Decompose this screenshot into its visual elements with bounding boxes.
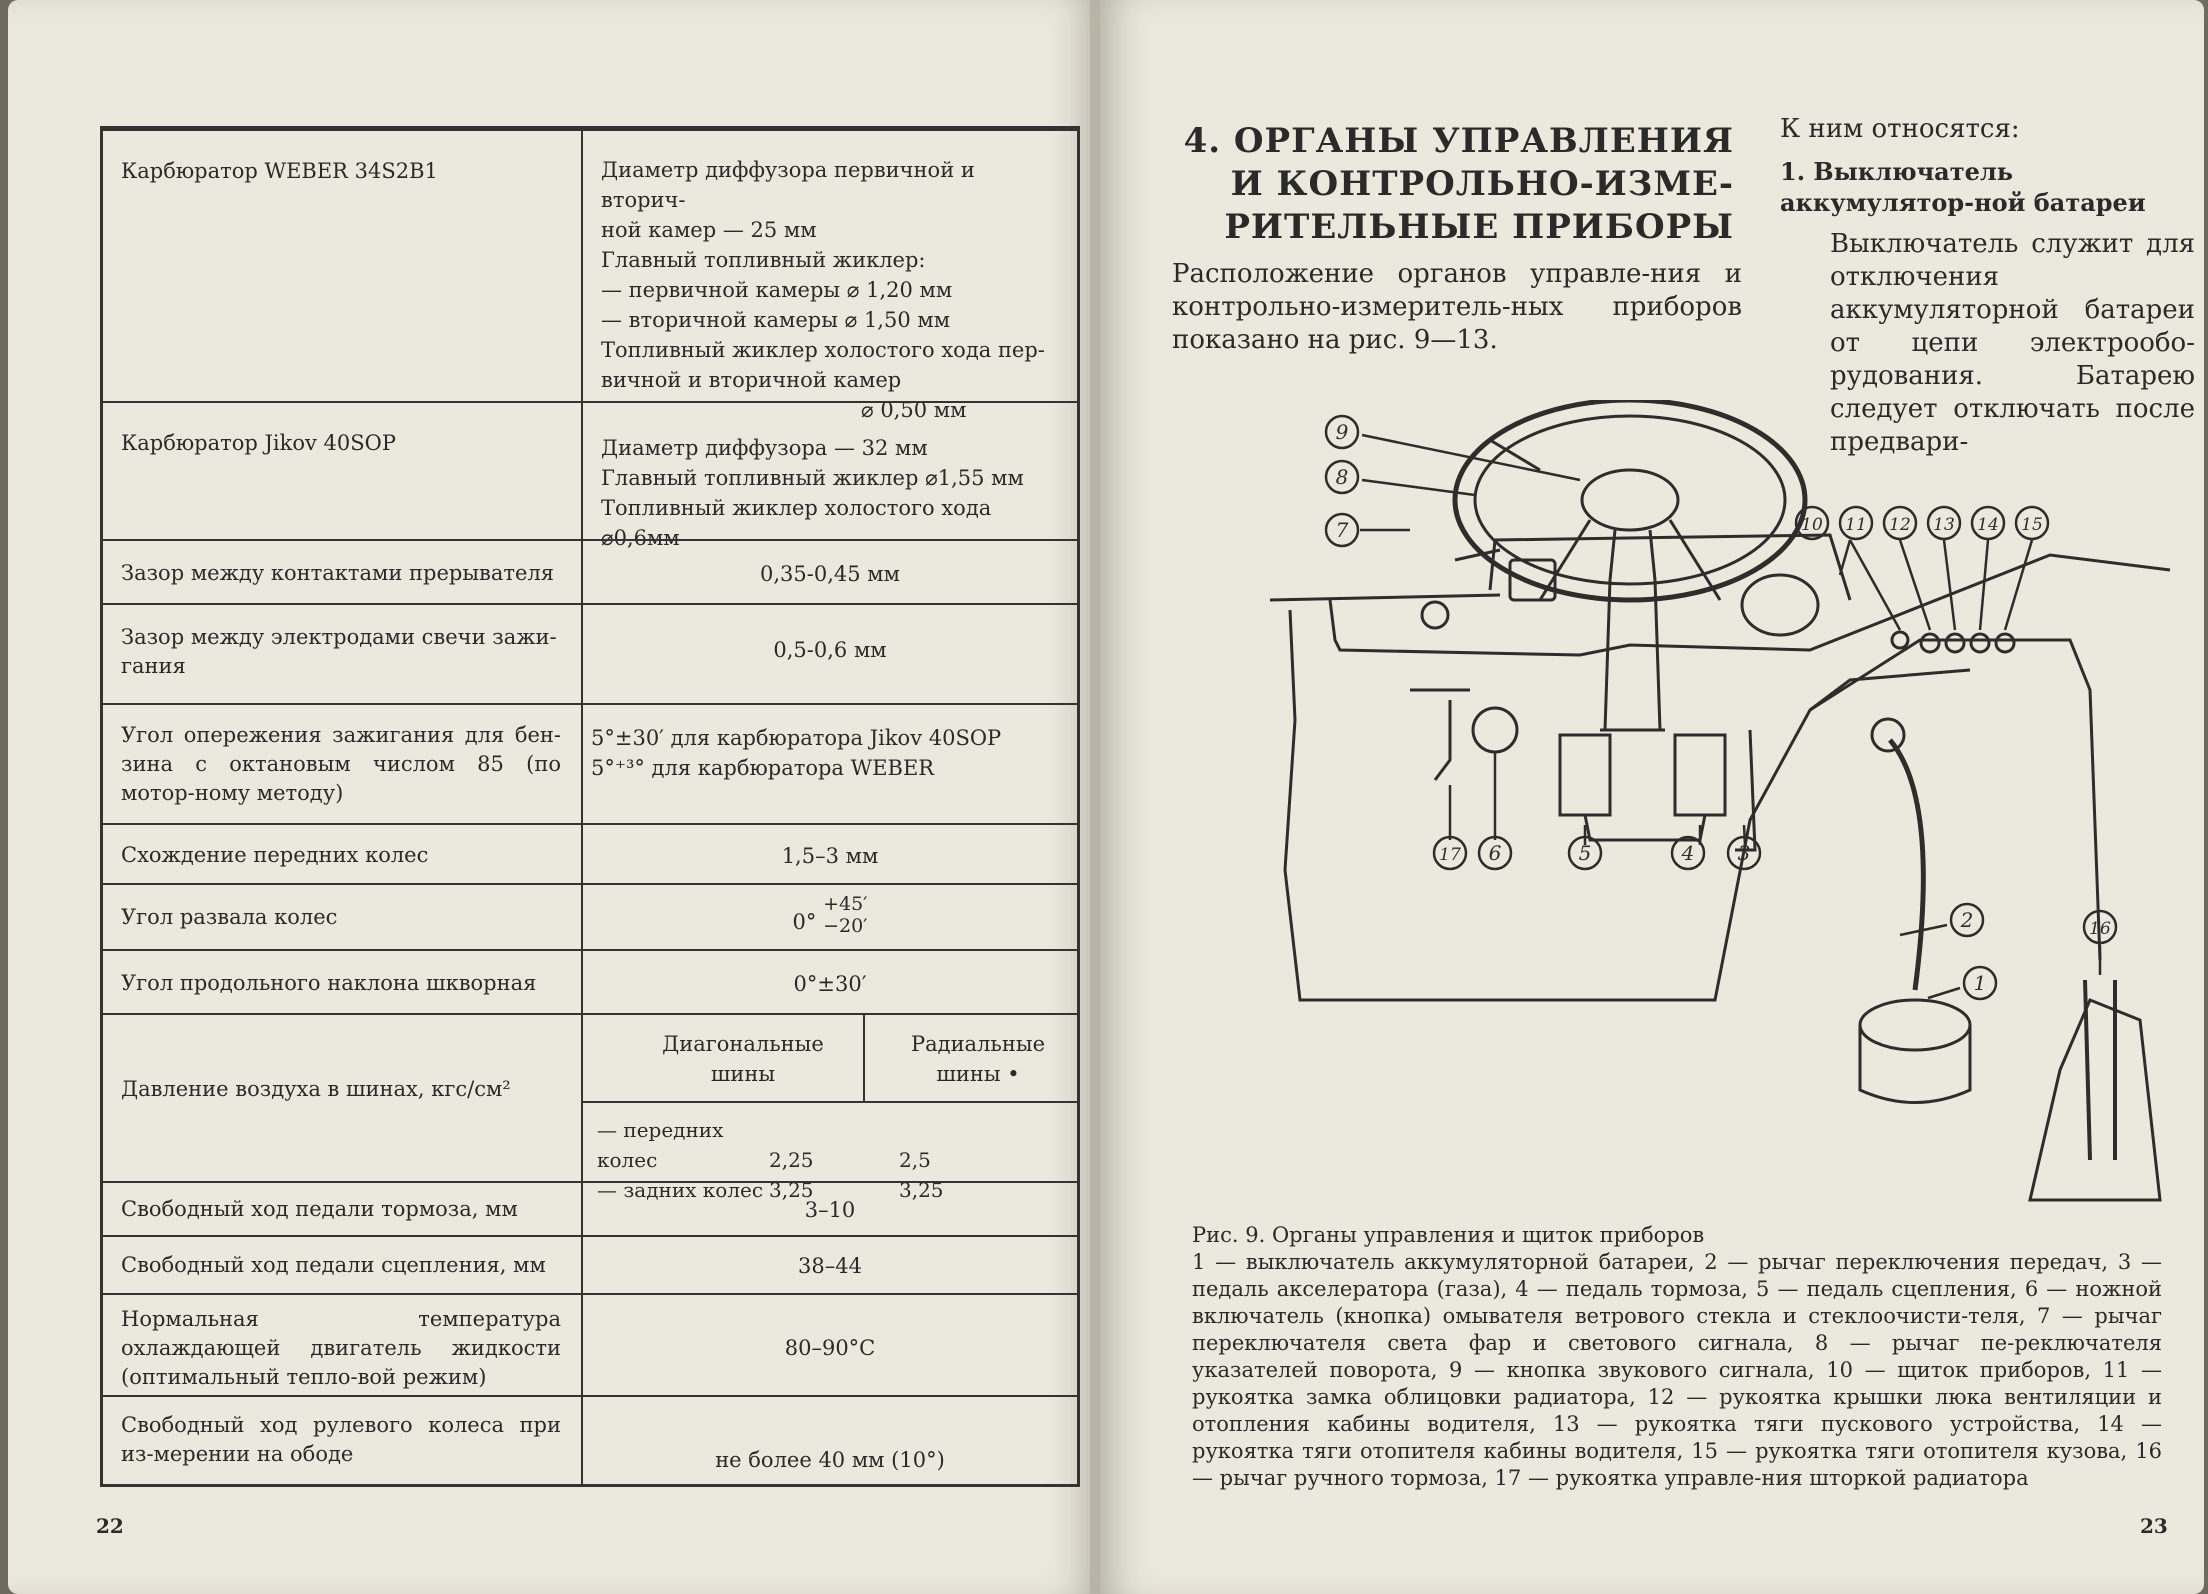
page-number: 23 bbox=[2140, 1514, 2168, 1538]
intro-paragraph: Расположение органов управле-ния и контрольно-измеритель-ных приборов показано на рис. 9—13. bbox=[1172, 259, 1742, 355]
subrow-divider bbox=[583, 1101, 1077, 1103]
callout-label: 14 bbox=[1977, 515, 1999, 535]
gear-boot-top bbox=[1860, 1000, 1970, 1050]
dash-knob bbox=[1996, 634, 2014, 652]
param-value: 0,5-0,6 мм bbox=[773, 638, 887, 662]
angle-base: 0° bbox=[792, 909, 817, 934]
dash-knob bbox=[1921, 634, 1939, 652]
angle-upper-tolerance: +45′ bbox=[823, 893, 868, 915]
param-value: 1,5–3 мм bbox=[781, 844, 879, 868]
instrument-panel-dial bbox=[1742, 575, 1818, 635]
param-label: Давление воздуха в шинах, кгс/см² bbox=[121, 1077, 511, 1101]
washer-switch bbox=[1473, 708, 1517, 752]
param-label: Зазор между контактами прерывателя bbox=[121, 561, 555, 585]
front-radial-value: 2,5 bbox=[899, 1148, 931, 1172]
item-body: Выключатель служит для отключения аккумуляторной батареи от цепи электрообо-рудования. Батарею следует отключать после предвари- bbox=[1830, 229, 2195, 457]
gear-knob bbox=[1872, 719, 1904, 751]
dash-knob bbox=[1892, 632, 1908, 648]
callout-label: 2 bbox=[1960, 908, 1974, 932]
value-line: Главный топливный жиклер ⌀1,55 мм bbox=[601, 466, 1024, 490]
param-value bbox=[591, 723, 1071, 783]
value-line: Топливный жиклер холостого хода ⌀0,6мм bbox=[601, 496, 992, 550]
front-diagonal-value: 2,25 bbox=[769, 1148, 814, 1172]
right-page bbox=[1100, 0, 2204, 1594]
radial-tyres-header: Радиальные шины • bbox=[910, 1032, 1045, 1086]
callout-label: 15 bbox=[2021, 515, 2043, 535]
param-value bbox=[601, 155, 1061, 425]
table-row bbox=[103, 1293, 1077, 1397]
steering-wheel-inner bbox=[1475, 416, 1785, 584]
clutch-pedal bbox=[1560, 735, 1610, 815]
param-label: Карбюратор WEBER 34S2B1 bbox=[121, 159, 438, 183]
value-line: 5°⁺³° для карбюратора WEBER bbox=[591, 756, 935, 780]
steering-column bbox=[1600, 580, 1665, 730]
param-value bbox=[601, 433, 1061, 553]
left-page bbox=[8, 0, 1098, 1594]
value-line: Диаметр диффузора первичной и вторич- bbox=[601, 158, 975, 212]
callout-label: 8 bbox=[1335, 465, 1349, 489]
cabin-floor-outline bbox=[1285, 610, 2100, 1000]
value-line: ⌀ 0,50 мм bbox=[861, 398, 967, 422]
figure-caption bbox=[1192, 1222, 2162, 1492]
callout-label: 11 bbox=[1845, 515, 1867, 535]
front-wheels-label: — передних колес bbox=[597, 1118, 724, 1172]
brake-pedal bbox=[1675, 735, 1725, 815]
dash-knob bbox=[1422, 602, 1448, 628]
value-line: ной камер — 25 мм bbox=[601, 218, 817, 242]
param-label: Угол опережения зажигания для бен-зина с октановым числом 85 (по мотор-ному методу) bbox=[121, 723, 561, 805]
item-heading: 1. Выключатель аккумулятор-ной батареи bbox=[1780, 157, 2146, 217]
table-row bbox=[103, 883, 1077, 951]
angle-lower-tolerance: −20′ bbox=[823, 915, 868, 937]
value-line: Топливный жиклер холостого хода пер- bbox=[601, 338, 1045, 362]
callout-label: 6 bbox=[1488, 841, 1502, 865]
value-line: — первичной камеры ⌀ 1,20 мм bbox=[601, 278, 953, 302]
value-line: вичной и вторичной камер bbox=[601, 368, 902, 392]
callout-label: 5 bbox=[1578, 841, 1592, 865]
value-line: — вторичной камеры ⌀ 1,50 мм bbox=[601, 308, 951, 332]
section-title bbox=[1174, 120, 1734, 249]
rear-diagonal-value: 3,25 bbox=[769, 1178, 814, 1202]
gear-boot bbox=[1860, 1025, 1970, 1103]
subcolumn-divider bbox=[863, 1015, 865, 1101]
table-row bbox=[103, 129, 1077, 422]
callout-label: 16 bbox=[2089, 919, 2111, 939]
gear-shift-lever bbox=[1890, 740, 1923, 990]
table-row bbox=[103, 1235, 1077, 1295]
title-line: РИТЕЛЬНЫЕ ПРИБОРЫ bbox=[1224, 207, 1734, 247]
table-row bbox=[103, 823, 1077, 885]
param-value: 0°±30′ bbox=[793, 972, 867, 996]
callout-label: 13 bbox=[1933, 515, 1955, 535]
callout-label: 12 bbox=[1889, 515, 1911, 535]
rear-radial-value: 3,25 bbox=[899, 1178, 944, 1202]
param-label: Схождение передних колес bbox=[121, 843, 429, 867]
rear-wheels-label: — задних колес bbox=[597, 1178, 764, 1202]
callout-label: 10 bbox=[1801, 515, 1823, 535]
diagonal-tyres-header: Диагональные шины bbox=[662, 1032, 824, 1086]
value-line: 5°±30′ для карбюратора Jikov 40SOP bbox=[591, 726, 1002, 750]
horn-button bbox=[1582, 470, 1678, 530]
table-row bbox=[103, 603, 1077, 705]
controls-figure bbox=[1210, 400, 2204, 1220]
param-value: 3–10 bbox=[804, 1198, 856, 1222]
table-row bbox=[103, 703, 1077, 825]
param-label: Нормальная температура охлаждающей двигатель жидкости (оптимальный тепло-вой режим) bbox=[121, 1307, 561, 1389]
dash-top-line bbox=[1270, 595, 1500, 600]
param-value: 0,35-0,45 мм bbox=[760, 562, 900, 586]
table-row bbox=[103, 949, 1077, 1015]
caption-title: Рис. 9. Органы управления и щиток приборов bbox=[1192, 1223, 1705, 1247]
param-label: Угол развала колес bbox=[121, 905, 338, 929]
title-line: И КОНТРОЛЬНО-ИЗМЕ- bbox=[1230, 164, 1734, 204]
radiator-shutter-handle bbox=[1410, 690, 1470, 780]
callout-label: 4 bbox=[1681, 841, 1695, 865]
callout-label: 1 bbox=[1973, 971, 1987, 995]
param-label: Зазор между электродами свечи зажи-гания bbox=[121, 625, 557, 678]
table-row bbox=[103, 539, 1077, 605]
table-row bbox=[103, 401, 1077, 550]
param-label: Свободный ход педали тормоза, мм bbox=[121, 1197, 518, 1221]
callout-label: 7 bbox=[1335, 518, 1349, 542]
handbrake-boot bbox=[2030, 1000, 2160, 1200]
param-value: 38–44 bbox=[798, 1254, 862, 1278]
param-label: Угол продольного наклона шкворная bbox=[121, 971, 537, 995]
value-line: Главный топливный жиклер: bbox=[601, 248, 926, 272]
callout-label: 9 bbox=[1335, 420, 1349, 444]
table-row bbox=[103, 1395, 1077, 1486]
specifications-table bbox=[100, 126, 1080, 1487]
callout-label: 3 bbox=[1737, 841, 1751, 865]
param-label: Свободный ход педали сцепления, мм bbox=[121, 1253, 546, 1277]
steering-wheel bbox=[1455, 400, 1805, 600]
engine-cover-edge bbox=[1810, 670, 1970, 710]
value-line: Диаметр диффузора — 32 мм bbox=[601, 436, 928, 460]
caption-body: 1 — выключатель аккумуляторной батареи, 2 — рычаг переключения передач, 3 — педаль акселератора (газа), 4 — педаль тормоза, 5 — педаль сцепления, 6 — ножной включатель (кнопка) омывателя ветрового стекла и стеклоочисти-теля, 7 — рычаг переключателя света фар и светового сигнала, 8 — рычаг пе-реключателя указателей поворота, 9 — кнопка звукового сигнала, 10 — щиток приборов, 11 — рукоятка замка облицовки радиатора, 12 — рукоятка крышки люка вентиляции и отопления кабины водителя, 13 — рукоятка тяги пускового устройства, 14 — рукоятка тяги отопителя кабины водителя, 15 — рукоятка тяги отопителя кузова, 16 — рычаг ручного тормоза, 17 — рукоятка управле-ния шторкой радиатора bbox=[1192, 1250, 2162, 1490]
param-value: 80–90°С bbox=[784, 1336, 876, 1360]
callout-label: 17 bbox=[1439, 845, 1461, 865]
table-row bbox=[103, 1013, 1077, 1202]
list-intro: К ним относятся: bbox=[1780, 114, 2020, 144]
steering-spokes bbox=[1540, 520, 1720, 600]
instrument-cluster-outline bbox=[1490, 535, 1850, 600]
param-label: Карбюратор Jikov 40SOP bbox=[121, 431, 396, 455]
table-row bbox=[103, 1181, 1077, 1237]
page-number: 22 bbox=[96, 1514, 124, 1538]
param-label: Свободный ход рулевого колеса при из-мерении на ободе bbox=[121, 1413, 561, 1466]
param-value: не более 40 мм (10°) bbox=[715, 1448, 945, 1472]
param-value bbox=[583, 893, 1077, 937]
title-line: 4. ОРГАНЫ УПРАВЛЕНИЯ bbox=[1183, 121, 1734, 161]
dash-knob bbox=[1946, 634, 1964, 652]
dash-knob bbox=[1971, 634, 1989, 652]
